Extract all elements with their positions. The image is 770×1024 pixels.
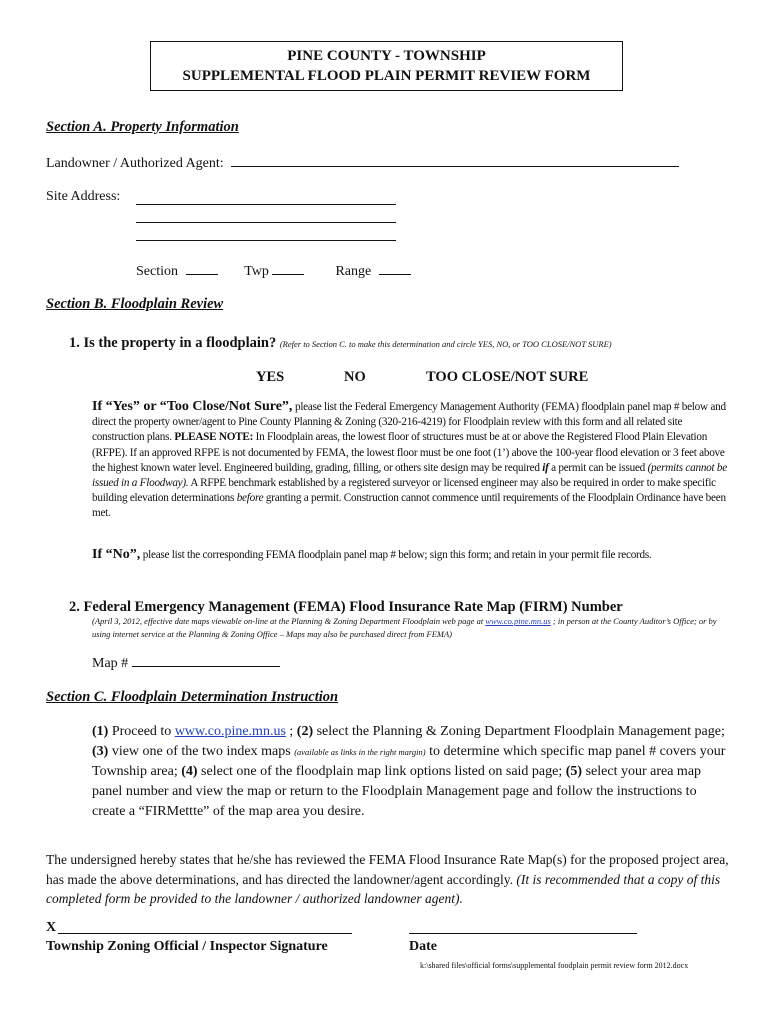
question-1-note: (Refer to Section C. to make this determination and circle YES, NO, or TOO CLOSE/NOT SURE) <box>279 339 612 349</box>
step-1-text: Proceed to <box>108 724 175 739</box>
pine-county-link[interactable]: www.co.pine.mn.us <box>485 616 551 626</box>
map-number-label: Map # <box>92 656 129 671</box>
date-field[interactable] <box>409 920 637 934</box>
step-1-num: (1) <box>92 724 109 739</box>
option-too-close[interactable]: TOO CLOSE/NOT SURE <box>426 369 589 385</box>
pine-county-link-2[interactable]: www.co.pine.mn.us <box>174 724 286 739</box>
step-2-text: select the Planning & Zoning Department Floodplain Management page; <box>313 724 725 739</box>
question-1 <box>69 335 612 352</box>
signature-field[interactable] <box>58 920 352 934</box>
question-1-label: 1. Is the property in a floodplain? <box>69 335 277 351</box>
location-row <box>136 262 411 280</box>
fema-note-1: (April 3, 2012, effective date maps viewable on-line at the Planning & Zoning Department Floodplain web page at <box>92 616 486 626</box>
yes-instructions <box>92 399 732 522</box>
before-word: before <box>236 492 264 505</box>
landowner-row <box>46 154 679 172</box>
fema-map-note <box>92 615 732 640</box>
step-4-num: (4) <box>181 764 198 779</box>
section-b-heading: Section B. Floodplain Review <box>46 296 224 312</box>
step-4-text: select one of the floodplain map link options listed on said page; <box>197 764 566 779</box>
landowner-label: Landowner / Authorized Agent: <box>46 156 224 171</box>
section-c-heading: Section C. Floodplain Determination Instruction <box>46 689 339 705</box>
fema-note-2: ; in person at the County Auditor’s Office; or by using internet service at the Planning & Zoning Office – Maps may also be purchased direct from FEMA) <box>92 616 717 639</box>
signature-x-mark: X <box>46 920 57 935</box>
yes-text-2: In Floodplain areas, the lowest floor of structures must be at or above the Registered Flood Plain Elevation (RFPE). If an approved RFPE is not documented by FEMA, the lowest floor must be one foot (1’) above the 100-year flood elevation or 3 feet above the highest known water level. Engineered building, grading, filling, or others site design may be required <box>92 431 725 474</box>
step-3-note: (available as links in the right margin) <box>294 747 426 757</box>
question-2-label: 2. Federal Emergency Management (FEMA) Flood Insurance Rate Map (FIRM) Number <box>69 599 623 615</box>
range-label: Range <box>335 264 372 279</box>
file-path-footer: k:\shared files\official forms\supplemental foodplain permit review form 2012.docx <box>420 961 689 970</box>
site-address-field-2[interactable] <box>136 210 396 223</box>
floodway-note: (permits cannot be issued in a Floodway). <box>92 461 727 490</box>
no-instructions <box>92 547 732 563</box>
yes-text-4: A RFPE benchmark established by a registered surveyor or licensed engineer may also be required in order to make specific building elevation determinations <box>92 477 716 505</box>
landowner-field[interactable] <box>231 154 679 167</box>
form-title-line2: SUPPLEMENTAL FLOOD PLAIN PERMIT REVIEW FORM <box>182 68 591 84</box>
step-3-text-2: to determine which specific map panel # covers your Township area; <box>92 744 726 779</box>
section-label: Section <box>136 264 178 279</box>
section-field[interactable] <box>186 262 218 275</box>
if-word: if <box>542 461 549 474</box>
twp-label: Twp <box>244 264 269 279</box>
yes-text-1: please list the Federal Emergency Management Authority (FEMA) floodplain panel map # below and direct the property owner/agent to Pine County Planning & Zoning (320-216-4219) for Floodplain review with this form and all related site construction plans. <box>92 401 726 444</box>
please-note: PLEASE NOTE: <box>174 431 254 444</box>
date-label: Date <box>409 939 437 954</box>
yes-text-3: a permit can be issued <box>548 461 648 474</box>
option-no[interactable]: NO <box>344 369 366 385</box>
site-address-field-1[interactable] <box>136 192 396 205</box>
step-separator: ; <box>285 724 297 739</box>
determination-instructions <box>92 722 732 822</box>
map-number-field[interactable] <box>132 654 280 667</box>
yes-lead: If “Yes” or “Too Close/Not Sure”, <box>92 399 293 414</box>
range-field[interactable] <box>379 262 411 275</box>
step-5-text: select your area map panel number and view the map or return to the Floodplain Management page and follow the instructions to create a “FIRMettte” of the map area you desire. <box>92 764 702 819</box>
site-address-field-3[interactable] <box>136 228 396 241</box>
certification-italic: (It is recommended that a copy of this completed form be provided to the landowner / authorized landowner agent). <box>46 871 721 906</box>
yes-text-5: granting a permit. Construction cannot commence until requirements of the Floodplain Ordinance have been met. <box>92 492 726 520</box>
official-signature-label: Township Zoning Official / Inspector Signature <box>46 939 328 954</box>
option-yes[interactable]: YES <box>256 369 285 385</box>
no-text: please list the corresponding FEMA floodplain panel map # below; sign this form; and retain in your permit file records. <box>140 549 652 561</box>
certification-statement <box>46 850 736 909</box>
map-number-row <box>92 654 280 672</box>
site-address-label: Site Address: <box>46 189 121 204</box>
section-a-heading: Section A. Property Information <box>46 119 239 135</box>
step-5-num: (5) <box>565 764 583 779</box>
form-title-box <box>150 41 623 91</box>
twp-field[interactable] <box>272 262 304 275</box>
step-2-num: (2) <box>296 724 314 739</box>
no-lead: If “No”, <box>92 547 141 562</box>
step-3-num: (3) <box>92 744 109 759</box>
form-title-line1: PINE COUNTY - TOWNSHIP <box>287 48 486 64</box>
step-3-text: view one of the two index maps <box>108 744 295 759</box>
certification-text: The undersigned hereby states that he/she has reviewed the FEMA Flood Insurance Rate Map(s) for the proposed project area, has made the above determinations, and has directed the landowner/agent accordingly. <box>46 852 729 887</box>
